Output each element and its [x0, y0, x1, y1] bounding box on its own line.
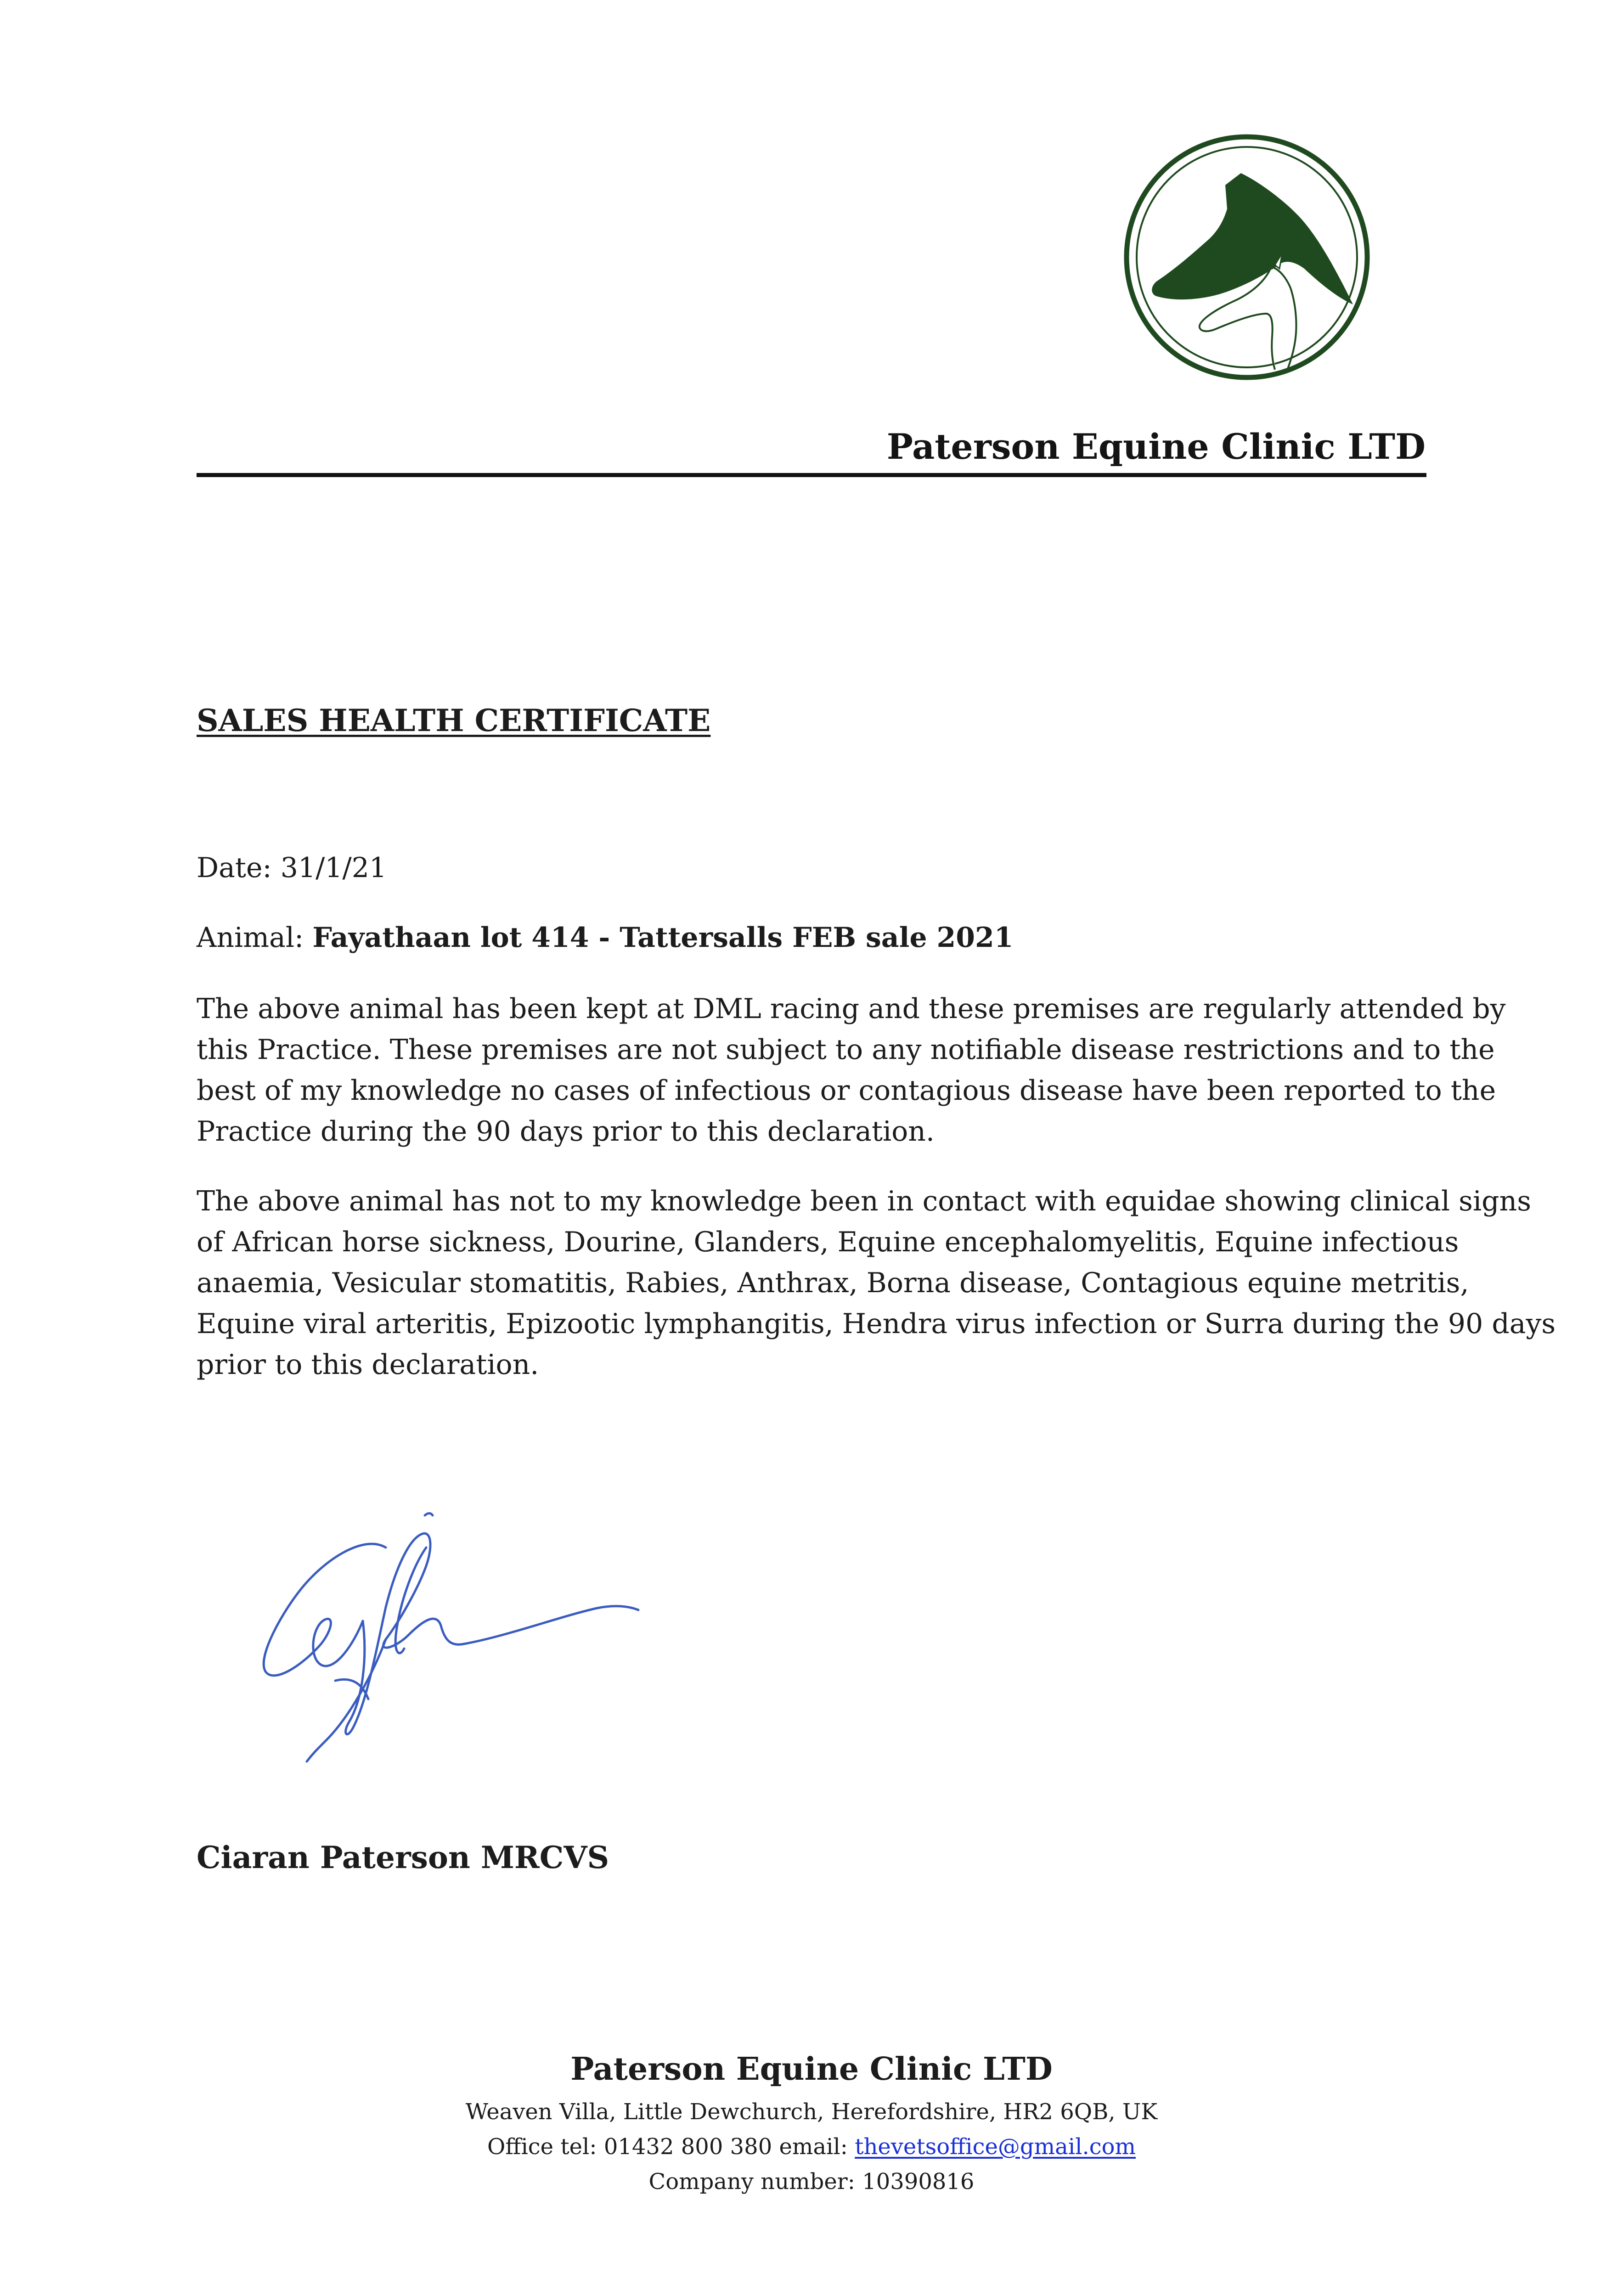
- header-divider: [197, 473, 1426, 477]
- horse-heads-icon: [1121, 131, 1373, 383]
- paragraph-line: Equine viral arteritis, Epizootic lymphangitis, Hendra virus infection or Surra during the 90 days: [197, 1308, 1556, 1340]
- signature: [248, 1483, 671, 1768]
- footer-phone-text: Office tel: 01432 800 380 email:: [487, 2134, 848, 2160]
- disease-contact-paragraph: [197, 1181, 1556, 1385]
- handwritten-signature-icon: [248, 1483, 671, 1768]
- paragraph-line: this Practice. These premises are not subject to any notifiable disease restrictions and to the: [197, 1034, 1495, 1066]
- footer-email-link[interactable]: thevetsoffice@gmail.com: [855, 2134, 1136, 2160]
- paragraph-line: anaemia, Vesicular stomatitis, Rabies, Anthrax, Borna disease, Contagious equine metritis,: [197, 1267, 1469, 1299]
- premises-declaration-paragraph: [197, 989, 1506, 1152]
- footer-company-number: Company number: 10390816: [648, 2169, 975, 2195]
- certificate-title: SALES HEALTH CERTIFICATE: [197, 703, 711, 738]
- signer-name: Ciaran Paterson MRCVS: [197, 1840, 609, 1875]
- animal-label: Animal:: [197, 922, 304, 954]
- footer-company-name: Paterson Equine Clinic LTD: [570, 2051, 1053, 2088]
- animal-value: Fayathaan lot 414 - Tattersalls FEB sale 2021: [312, 922, 1014, 954]
- footer-address: Weaven Villa, Little Dewchurch, Herefordshire, HR2 6QB, UK: [465, 2099, 1158, 2125]
- paragraph-line: of African horse sickness, Dourine, Glanders, Equine encephalomyelitis, Equine infectious: [197, 1226, 1459, 1258]
- clinic-logo: [1121, 131, 1373, 383]
- date-label: Date:: [197, 852, 272, 884]
- date-line: [197, 848, 387, 889]
- paragraph-line: best of my knowledge no cases of infectious or contagious disease have been reported to the: [197, 1075, 1496, 1107]
- paragraph-line: The above animal has been kept at DML racing and these premises are regularly attended by: [197, 993, 1506, 1025]
- animal-line: [197, 917, 1014, 958]
- date-value: 31/1/21: [280, 852, 387, 884]
- footer-contact: [0, 2129, 1623, 2165]
- paragraph-line: The above animal has not to my knowledge been in contact with equidae showing clinical signs: [197, 1185, 1531, 1217]
- paragraph-line: prior to this declaration.: [197, 1349, 539, 1381]
- paragraph-line: Practice during the 90 days prior to this declaration.: [197, 1115, 935, 1148]
- header-company-name: Paterson Equine Clinic LTD: [886, 426, 1426, 467]
